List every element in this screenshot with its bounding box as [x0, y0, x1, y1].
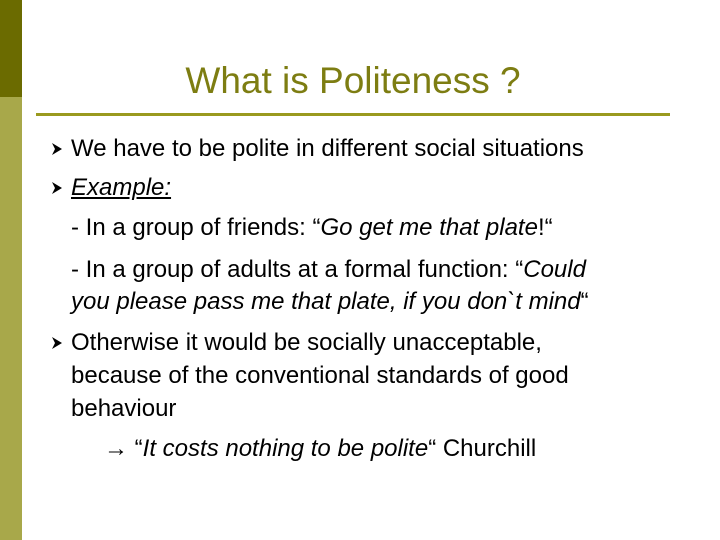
arrowhead-bullet-icon: [50, 135, 64, 163]
example-adults: [71, 256, 586, 284]
example-friends-quote: Go get me that plate: [320, 214, 538, 241]
churchill-quote-text: It costs nothing to be polite: [142, 435, 429, 462]
churchill-quote-attribution: “ Churchill: [428, 435, 537, 462]
bullet-point-3-line-1: Otherwise it would be socially unacceptable,: [71, 329, 542, 356]
bullet-point-3-line-3: behaviour: [71, 395, 177, 422]
bullet-point-1: We have to be polite in different social situations: [71, 135, 584, 162]
arrowhead-bullet-icon: [50, 329, 64, 357]
example-friends-prefix: - In a group of friends: “: [71, 214, 321, 241]
churchill-quote-arrow: → “: [104, 435, 143, 462]
churchill-quote: [104, 435, 536, 463]
example-friends: [71, 214, 553, 242]
bullet-point-3-line-2: because of the conventional standards of good: [71, 362, 569, 389]
bullet-point-2: Example:: [71, 174, 172, 201]
example-adults-suffix: “: [580, 288, 589, 315]
example-friends-suffix: !“: [537, 214, 553, 241]
example-adults-continued: [71, 288, 589, 316]
example-adults-prefix: - In a group of adults at a formal function: “: [71, 256, 524, 283]
example-adults-quote-end: you please pass me that plate, if you don`t mind: [71, 288, 581, 315]
arrowhead-bullet-icon: [50, 174, 64, 202]
example-adults-quote-start: Could: [523, 256, 586, 283]
slide-title: What is Politeness ?: [185, 60, 521, 101]
